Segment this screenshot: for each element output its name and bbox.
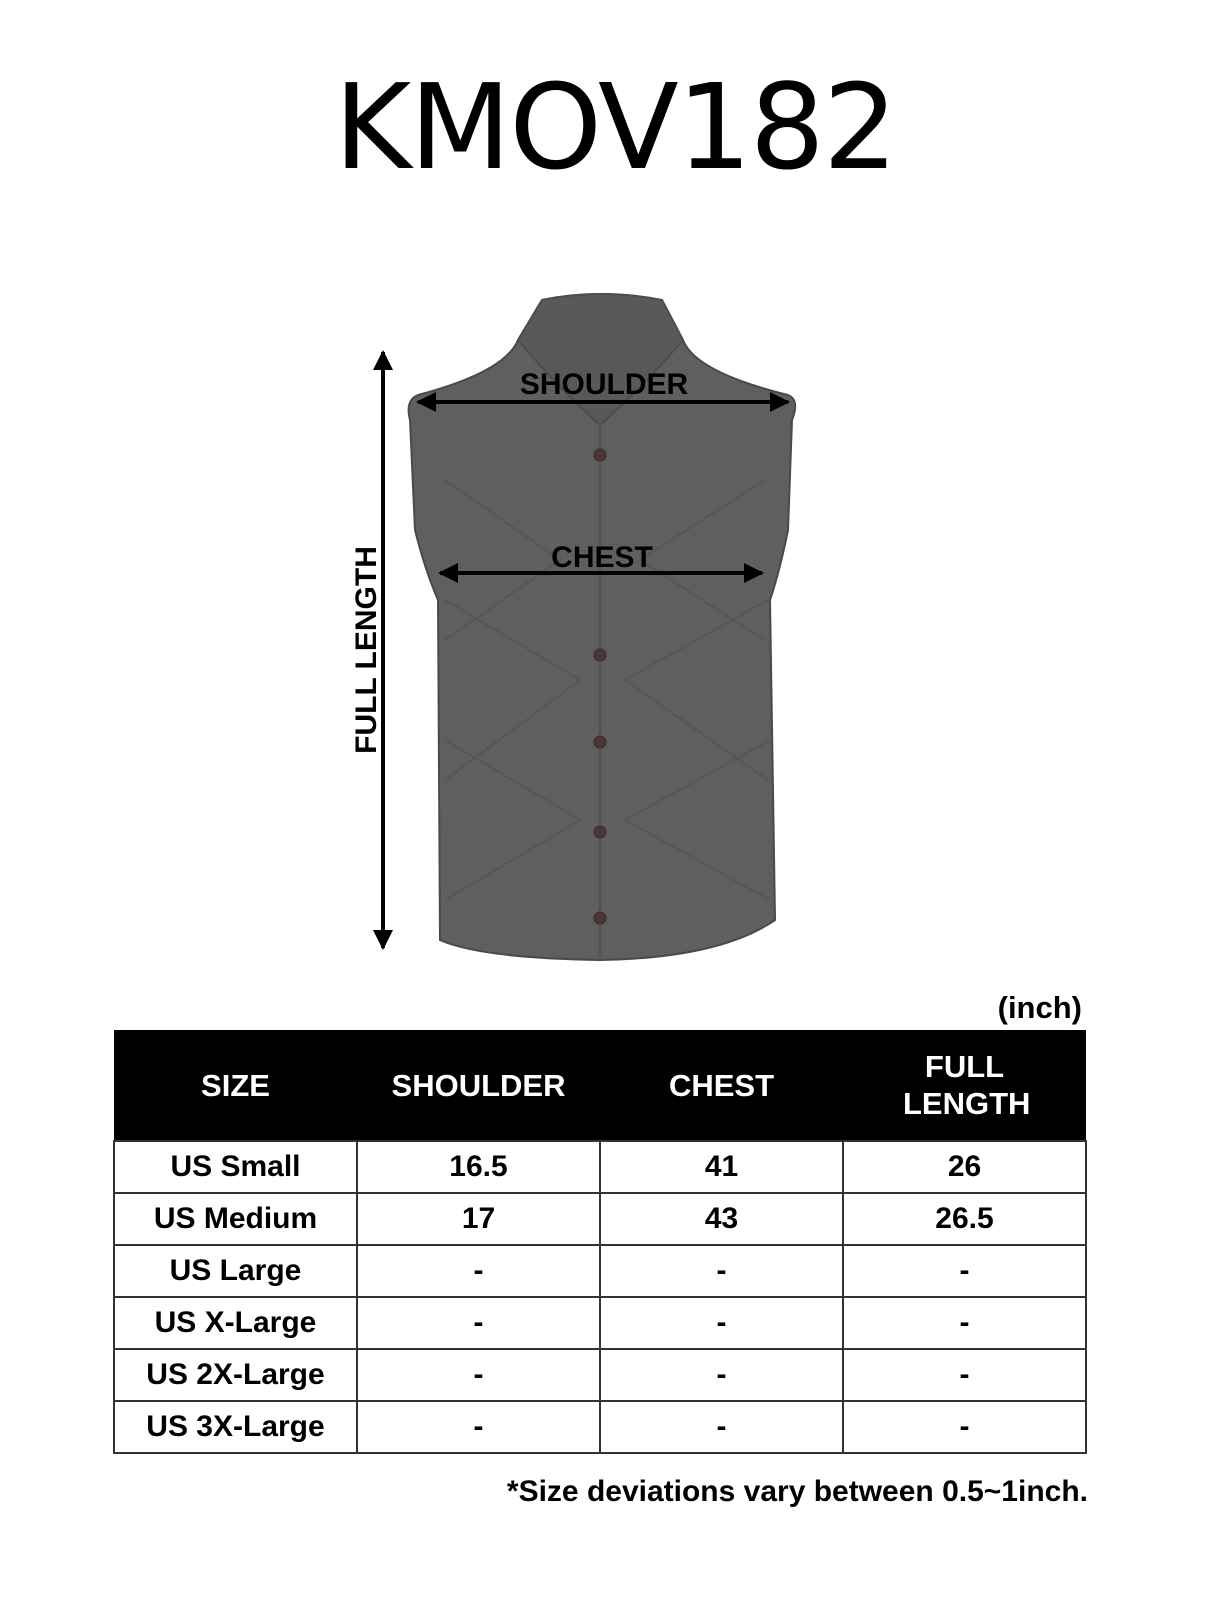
vest-button bbox=[594, 736, 606, 748]
header-full-length: FULL LENGTH bbox=[843, 1030, 1086, 1141]
shoulder-cell: 17 bbox=[357, 1193, 600, 1245]
chest-label: CHEST bbox=[551, 541, 653, 574]
full-length-label: FULL LENGTH bbox=[350, 546, 383, 754]
length-cell: 26.5 bbox=[843, 1193, 1086, 1245]
chest-cell: - bbox=[600, 1401, 843, 1453]
table-row bbox=[114, 1297, 1086, 1349]
header-chest: CHEST bbox=[600, 1030, 843, 1141]
table-header-row bbox=[114, 1030, 1086, 1141]
shoulder-cell: - bbox=[357, 1297, 600, 1349]
chest-cell: - bbox=[600, 1245, 843, 1297]
shoulder-cell: - bbox=[357, 1245, 600, 1297]
length-cell: 26 bbox=[843, 1141, 1086, 1193]
length-cell: - bbox=[843, 1349, 1086, 1401]
table-row bbox=[114, 1193, 1086, 1245]
vest-button bbox=[594, 826, 606, 838]
shoulder-cell: 16.5 bbox=[357, 1141, 600, 1193]
vest-button bbox=[594, 912, 606, 924]
shoulder-cell: - bbox=[357, 1349, 600, 1401]
header-shoulder: SHOULDER bbox=[357, 1030, 600, 1141]
length-cell: - bbox=[843, 1297, 1086, 1349]
size-chart-table bbox=[113, 1030, 1087, 1454]
table-row bbox=[114, 1349, 1086, 1401]
chest-cell: - bbox=[600, 1349, 843, 1401]
chest-cell: 41 bbox=[600, 1141, 843, 1193]
shoulder-label: SHOULDER bbox=[519, 368, 689, 401]
size-cell: US 3X-Large bbox=[114, 1401, 357, 1453]
table-row bbox=[114, 1245, 1086, 1297]
size-cell: US Medium bbox=[114, 1193, 357, 1245]
size-cell: US X-Large bbox=[114, 1297, 357, 1349]
chest-cell: - bbox=[600, 1297, 843, 1349]
vest-button bbox=[594, 449, 606, 461]
table-row bbox=[114, 1401, 1086, 1453]
size-cell: US Small bbox=[114, 1141, 357, 1193]
table-row bbox=[114, 1141, 1086, 1193]
vest-button bbox=[594, 649, 606, 661]
size-cell: US 2X-Large bbox=[114, 1349, 357, 1401]
size-deviation-note: *Size deviations vary between 0.5~1inch. bbox=[506, 1475, 1088, 1508]
product-title: KMOV182 bbox=[334, 58, 896, 196]
unit-label: (inch) bbox=[997, 990, 1082, 1025]
header-size: SIZE bbox=[114, 1030, 357, 1141]
size-cell: US Large bbox=[114, 1245, 357, 1297]
chest-cell: 43 bbox=[600, 1193, 843, 1245]
shoulder-cell: - bbox=[357, 1401, 600, 1453]
length-cell: - bbox=[843, 1401, 1086, 1453]
length-cell: - bbox=[843, 1245, 1086, 1297]
